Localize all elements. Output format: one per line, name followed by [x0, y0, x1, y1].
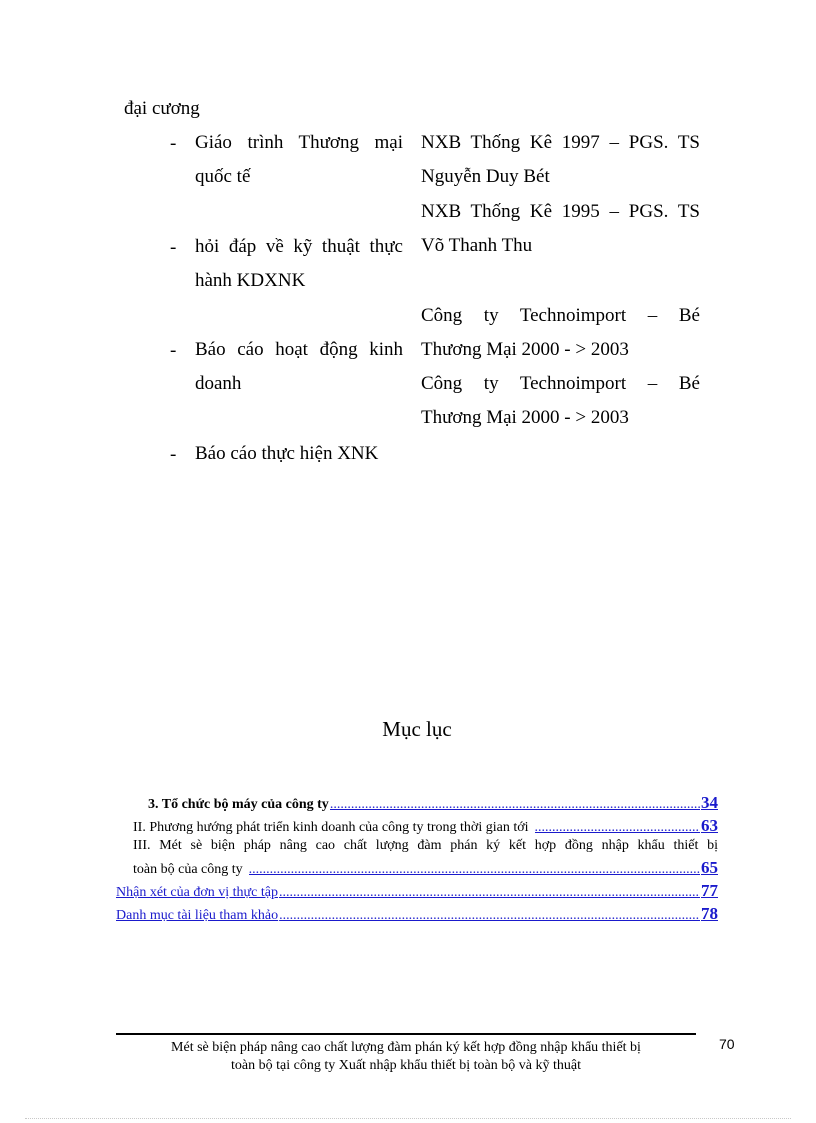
- toc-leader: [279, 885, 700, 901]
- toc-entry-text: Danh mục tài liệu tham khảo: [116, 908, 279, 923]
- reference-title: Giáo trình Thương mại: [195, 132, 403, 153]
- bullet-marker: -: [170, 133, 177, 154]
- reference-title: Báo cáo thực hiện XNK: [195, 443, 379, 464]
- bullet-marker: -: [170, 340, 177, 361]
- toc-leader: [249, 862, 700, 878]
- toc-page-number: 34: [701, 793, 718, 812]
- toc-page-number: 78: [701, 904, 718, 923]
- page-number: 70: [719, 1036, 735, 1052]
- toc-leader: [535, 820, 700, 836]
- toc-leader: [279, 908, 700, 924]
- toc-entry-text-cont: toàn bộ của công ty: [133, 862, 243, 877]
- source-line: NXB Thống Kê 1997 – PGS. TS: [421, 132, 700, 153]
- source-line: NXB Thống Kê 1995 – PGS. TS: [421, 201, 700, 222]
- footer-line-2: toàn bộ tại công ty Xuất nhập khẩu thiết bị toàn bộ và kỹ thuật: [231, 1058, 581, 1073]
- toc-entry-business-direction[interactable]: [133, 816, 718, 836]
- reference-title-cont: quốc tế: [195, 166, 251, 187]
- reference-title: Báo cáo hoạt động kinh: [195, 339, 403, 360]
- reference-title-cont: doanh: [195, 373, 242, 394]
- source-line: Công ty Technoimport – Bé: [421, 373, 700, 394]
- source-line: Võ Thanh Thu: [421, 235, 533, 256]
- page-bottom-border: [25, 1118, 791, 1119]
- bullet-marker: -: [170, 237, 177, 258]
- footer-line-1: Mét sè biện pháp nâng cao chất lượng đàm phán ký kết hợp đồng nhập khẩu thiết bị: [171, 1040, 641, 1055]
- toc-leader: [330, 797, 700, 813]
- bullet-marker: -: [170, 444, 177, 465]
- source-line: Công ty Technoimport – Bé: [421, 305, 700, 326]
- toc-page-number: 63: [701, 816, 718, 835]
- toc-entry-text: II. Phương hướng phát triển kinh doanh của công ty trong thời gian tới: [133, 820, 529, 835]
- reference-title-cont: hành KDXNK: [195, 270, 306, 291]
- lead-text: đại cương: [124, 98, 200, 119]
- toc-entry-internship-review[interactable]: [116, 881, 718, 901]
- toc-entry-text: 3. Tổ chức bộ máy của công ty: [148, 797, 329, 812]
- toc-page-number: 65: [701, 858, 718, 877]
- source-line: Thương Mại 2000 - > 2003: [421, 407, 629, 428]
- footer-rule: [116, 1033, 696, 1035]
- toc-entry-company-structure[interactable]: [148, 793, 718, 813]
- toc-entry-text: III. Mét sè biện pháp nâng cao chất lượng đàm phán ký kết hợp đồng nhập khẩu thiết bị: [133, 838, 718, 853]
- toc-page-number: 77: [701, 881, 718, 900]
- toc-title: Mục lục: [382, 717, 452, 741]
- source-line: Thương Mại 2000 - > 2003: [421, 339, 629, 360]
- toc-entry-text: Nhận xét của đơn vị thực tập: [116, 885, 278, 900]
- toc-entry-references[interactable]: [116, 904, 718, 924]
- source-line: Nguyễn Duy Bét: [421, 166, 550, 187]
- reference-title: hỏi đáp về kỹ thuật thực: [195, 236, 403, 257]
